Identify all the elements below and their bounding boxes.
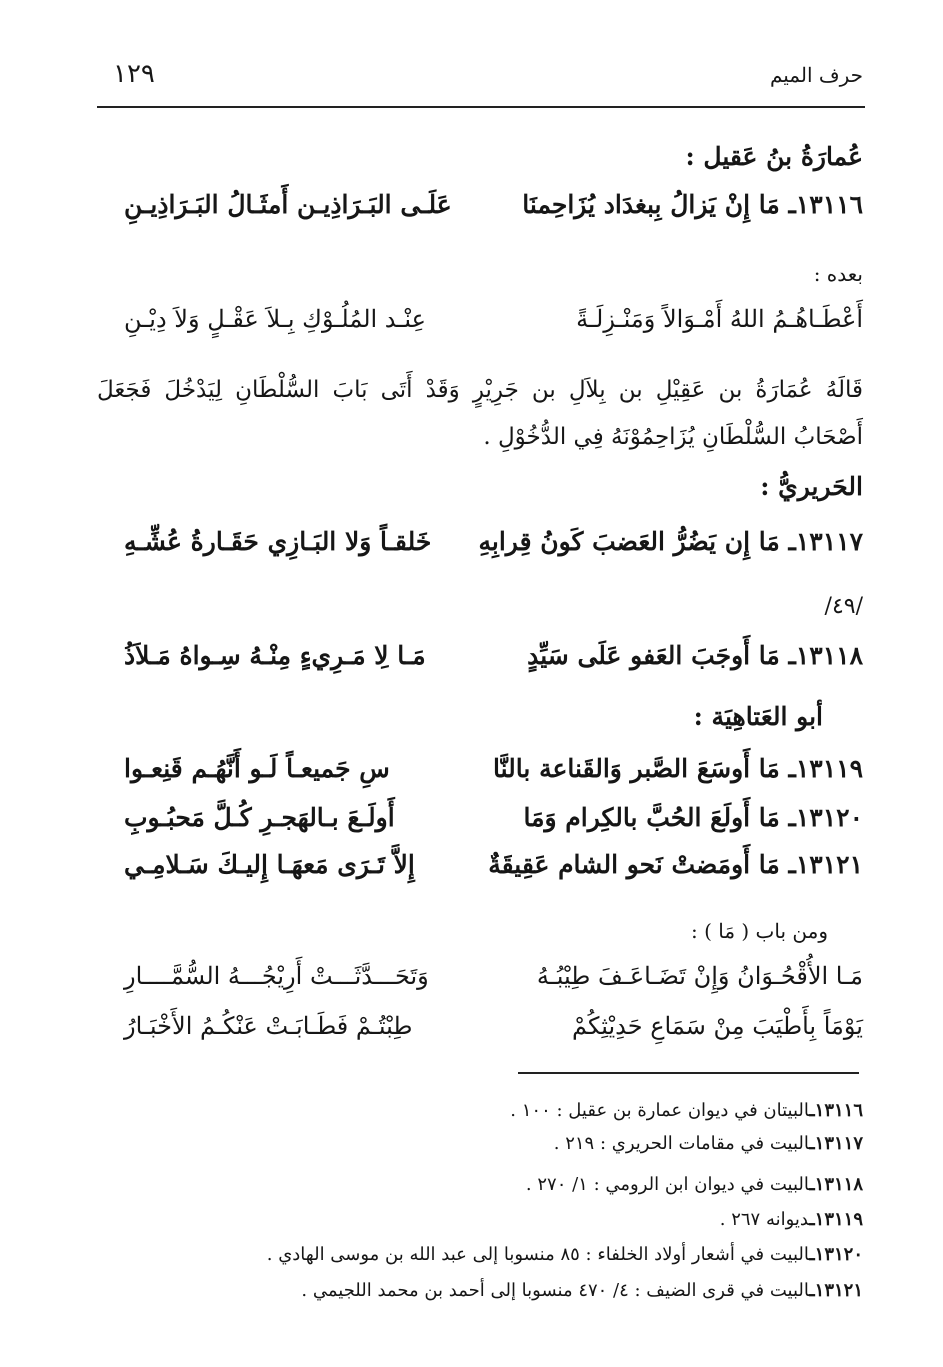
verse-hemistich-first: مَا أَوسَعَ الصَّبر وَالقَناعة بالنَّا	[493, 754, 780, 783]
verse-hemistich-second: وَتَحَـــدَّثَـــتْ أَرِيْجُـــهُ السُّمَّــــارِ	[124, 962, 429, 990]
verse-13120: ١٣١٢٠ـ مَا أَولَعَ الحُبَّ بالكِرام وَمَا أَولَـعَ بـالهَجـرِ كُـلَّ مَحبُـوبِ	[124, 803, 863, 832]
verse-hemistich-second: سِ جَميعـاً لَـو أَنَّهُـم قَنِعـوا	[124, 754, 390, 783]
speaker-hariri: الحَريريُّ :	[760, 472, 863, 501]
verse-hemistich-second: طِبْتُـمْ فَطَـابَـتْ عَنْكُـمُ الأَخْبَـارُ	[124, 1012, 413, 1040]
speaker-abu-atahiya: أبو العَتاهِيَة :	[693, 702, 823, 731]
verse-after	[124, 305, 863, 351]
verse-hemistich-second: عِنْـد المُلُـوْكِ بِـلاَ عَقْـلٍ وَلاَ دِيْـنِ	[124, 305, 426, 333]
footnote-13119: ١٣١١٩ـديوانه ٢٦٧ .	[719, 1209, 863, 1230]
footnote-13118: ١٣١١٨ـالبيت في ديوان ابن الرومي : ١/ ٢٧٠ .	[525, 1174, 863, 1195]
verse-b	[124, 1012, 863, 1058]
verse-number: ١٣١١٦ـ مَا إِنْ يَزالُ بِبغدَاد يُزَاحِمنَا	[522, 190, 863, 219]
verse-a	[124, 962, 863, 1008]
verse-13118: ١٣١١٨ـ مَا أَوجَبَ العَفو عَلَى سَيِّدٍ مَـا لِا مَـرِيءٍ مِنْـهُ سِـواهُ مَـلاَذُ	[124, 641, 863, 670]
verse-hemistich-first: يَوْمَاً بِأَطْيَبَ مِنْ سَمَاعِ حَدِيْثِكُمْ	[572, 1012, 863, 1040]
verse-13117: ١٣١١٧ـ مَا إِن يَضُرُّ العَضبَ كَونُ قِرابِهِ خَلقـاً وَلا البَـازِي حَقَـارةُ عُشِّـهِ	[124, 527, 863, 556]
footnote-13116: ١٣١١٦ـالبيتان في ديوان عمارة بن عقيل : ١٠٠ .	[510, 1100, 863, 1121]
verse-13121: ١٣١٢١ـ مَا أَومَضتْ نَحو الشام عَقِيقَةٌ إِلاَّ تَـرَى مَعهَـا إِليـكَ سَـلامِـي	[124, 850, 863, 879]
note-chapter: ومن باب ( مَا ) :	[690, 919, 828, 943]
note-after: بعده :	[813, 262, 863, 286]
verse-hemistich-second: مَـا لِا مَـرِيءٍ مِنْـهُ سِـواهُ مَـلاَذُ	[124, 641, 426, 670]
verse-hemistich-second: إِلاَّ تَـرَى مَعهَـا إِليـكَ سَـلامِـي	[124, 850, 415, 879]
footnote-13120: ١٣١٢٠ـالبيت في أشعار أولاد الخلفاء : ٨٥ منسوبا إلى عبد الله بن موسى الهادي .	[266, 1244, 863, 1265]
verse-hemistich-first: مَا أَوجَبَ العَفو عَلَى سَيِّدٍ	[527, 641, 780, 670]
chapter-title: حرف الميم	[769, 63, 863, 87]
page-number: ١٢٩	[113, 59, 155, 89]
verse-hemistich-first: مَا إِنْ يَزالُ بِبغدَاد يُزَاحِمنَا	[522, 190, 780, 219]
prose-paragraph: قَالَهُ عُمَارَةُ بن عَقِيْلِ بن بِلاَلِ بن جَرِيْرٍ وَقَدْ أَتَى بَابَ السُّلْطَانِ لِيَدْخُلَ فَجَعَلَ أَصْحَابُ السُّلْطَانِ يُزَاحِمُوْنَهُ فِي الدُّخُوْلِ .	[97, 377, 863, 450]
verse-hemistich-second: عَلَـى البَـرَاذِيـن أَمثَـالُ البَـرَاذِيـنِ	[124, 190, 452, 219]
verse-13116	[124, 190, 863, 236]
verse-hemistich-first: أَعْطَـاهُـمُ اللهُ أَمْـوَالاً وَمَنْـزِلَـةً	[576, 305, 863, 333]
verse-hemistich-first: مَا أَومَضتْ نَحو الشام عَقِيقَةٌ	[488, 850, 780, 879]
folio-mark: /٤٩/	[824, 594, 863, 619]
verse-hemistich-first: مَـا الأُقْحُـوَانُ وَإِنْ تَضَـاعَـفَ طِيْبُـهُ	[536, 962, 863, 990]
verse-hemistich-first: مَا أَولَعَ الحُبَّ بالكِرام وَمَا	[523, 803, 780, 832]
footnote-rule	[518, 1072, 859, 1074]
header-rule	[97, 106, 865, 108]
verse-hemistich-first: مَا إِن يَضُرُّ العَضبَ كَونُ قِرابِهِ	[478, 527, 780, 556]
verse-hemistich-second: خَلقـاً وَلا البَـازِي حَقَـارةُ عُشِّـهِ	[124, 527, 432, 556]
verse-hemistich-second: أَولَـعَ بـالهَجـرِ كُـلَّ مَحبُـوبِ	[124, 803, 395, 832]
speaker-umara: عُمارَةُ بنُ عَقيل :	[685, 142, 863, 171]
verse-13119: ١٣١١٩ـ مَا أَوسَعَ الصَّبر وَالقَناعة بالنَّا سِ جَميعـاً لَـو أَنَّهُـم قَنِعـوا	[124, 754, 863, 783]
footnote-13121: ١٣١٢١ـالبيت في قرى الضيف : ٤/ ٤٧٠ منسوبا إلى أحمد بن محمد اللجيمي .	[301, 1280, 863, 1301]
footnote-13117: ١٣١١٧ـالبيت في مقامات الحريري : ٢١٩ .	[553, 1133, 863, 1154]
